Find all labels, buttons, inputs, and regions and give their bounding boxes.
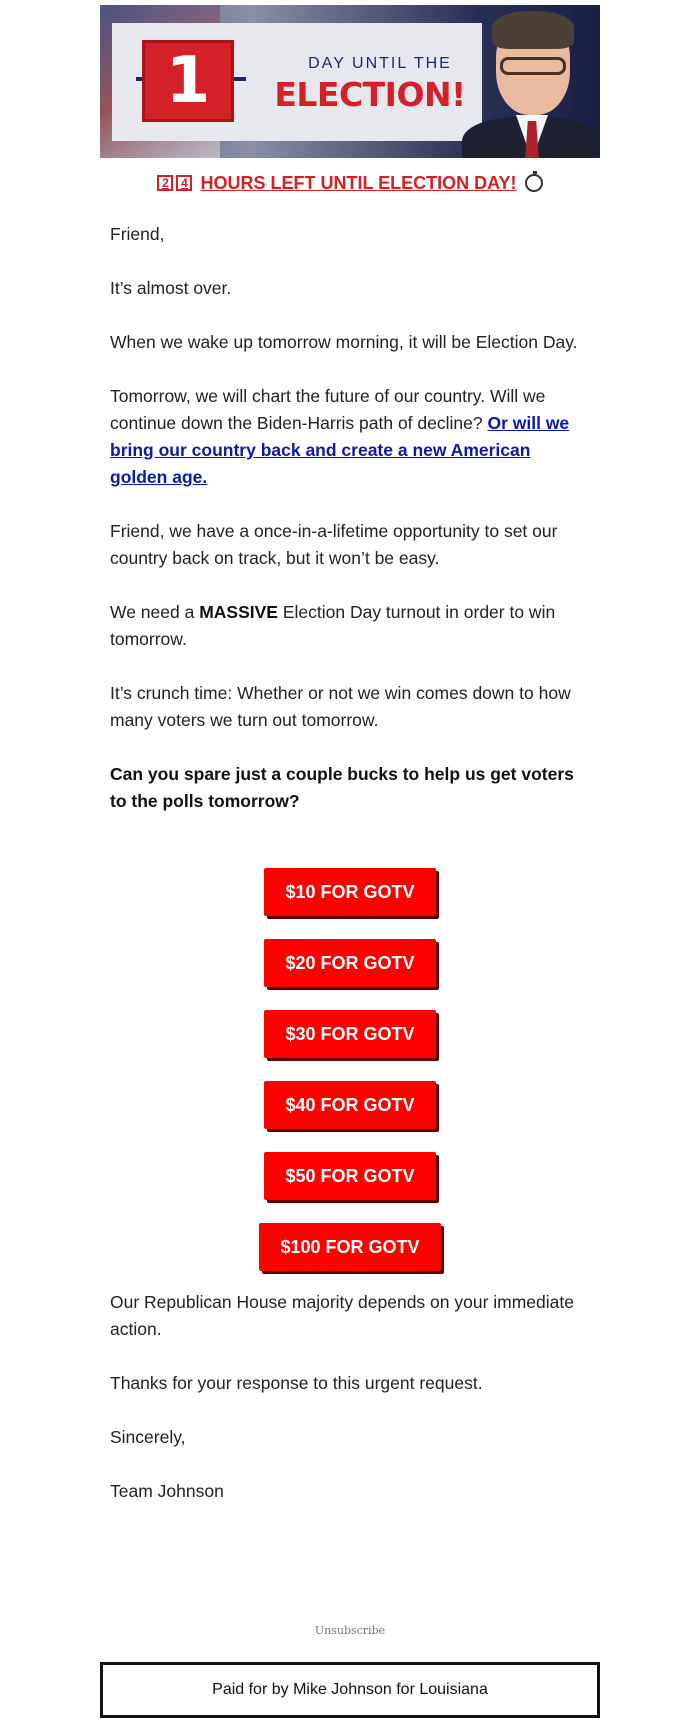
closing-paragraph-2: Thanks for your response to this urgent request. [110, 1373, 483, 1393]
email-body [110, 221, 590, 842]
donate-40-button[interactable]: $40 FOR GOTV [264, 1081, 436, 1129]
donate-20-button[interactable]: $20 FOR GOTV [264, 939, 436, 987]
keycap-digit-2: 2 [157, 175, 173, 191]
donate-30-button[interactable]: $30 FOR GOTV [264, 1010, 436, 1058]
stopwatch-icon [525, 174, 543, 192]
countdown-text: HOURS LEFT UNTIL ELECTION DAY! [200, 172, 517, 193]
signature: Team Johnson [110, 1481, 224, 1501]
day-count-box [142, 40, 234, 122]
paragraph-1: It’s almost over. [110, 278, 232, 298]
keycap-digit-4: 4 [176, 175, 192, 191]
donate-10-button[interactable]: $10 FOR GOTV [264, 868, 436, 916]
banner-subtitle: DAY UNTIL THE [308, 55, 452, 72]
banner-title: ELECTION! [274, 75, 466, 114]
donate-50-button[interactable]: $50 FOR GOTV [264, 1152, 436, 1200]
donation-ask: Can you spare just a couple bucks to help us get voters to the polls tomorrow? [110, 764, 574, 811]
hero-banner[interactable] [100, 5, 600, 158]
paragraph-6: It’s crunch time: Whether or not we win comes down to how many voters we turn out tomorrow. [110, 683, 571, 730]
day-count-number: 1 [165, 44, 211, 118]
banner-dash-right [234, 77, 246, 81]
candidate-portrait [462, 5, 600, 158]
paragraph-3: Tomorrow, we will chart the future of our country. Will we continue down the Biden-Harris path of decline? Or will we bring our country back and create a new American golden age. [110, 386, 570, 487]
sign-off: Sincerely, [110, 1427, 186, 1447]
countdown-link[interactable] [0, 171, 700, 195]
closing-paragraph-1: Our Republican House majority depends on your immediate action. [110, 1292, 574, 1339]
paid-for-disclaimer [100, 1662, 600, 1718]
donate-100-button[interactable]: $100 FOR GOTV [259, 1223, 441, 1271]
paragraph-5: We need a MASSIVE Election Day turnout in order to win tomorrow. [110, 602, 556, 649]
unsubscribe-link[interactable]: Unsubscribe [314, 1624, 386, 1637]
email-closing [110, 1289, 590, 1532]
paid-for-text: Paid for by Mike Johnson for Louisiana [212, 1681, 488, 1698]
paragraph-2: When we wake up tomorrow morning, it will be Election Day. [110, 332, 578, 352]
greeting: Friend, [110, 224, 165, 244]
golden-age-link[interactable]: Or will we bring our country back and create a new American golden age. [110, 413, 570, 487]
paragraph-4: Friend, we have a once-in-a-lifetime opportunity to set our country back on track, but it won’t be easy. [110, 521, 558, 568]
